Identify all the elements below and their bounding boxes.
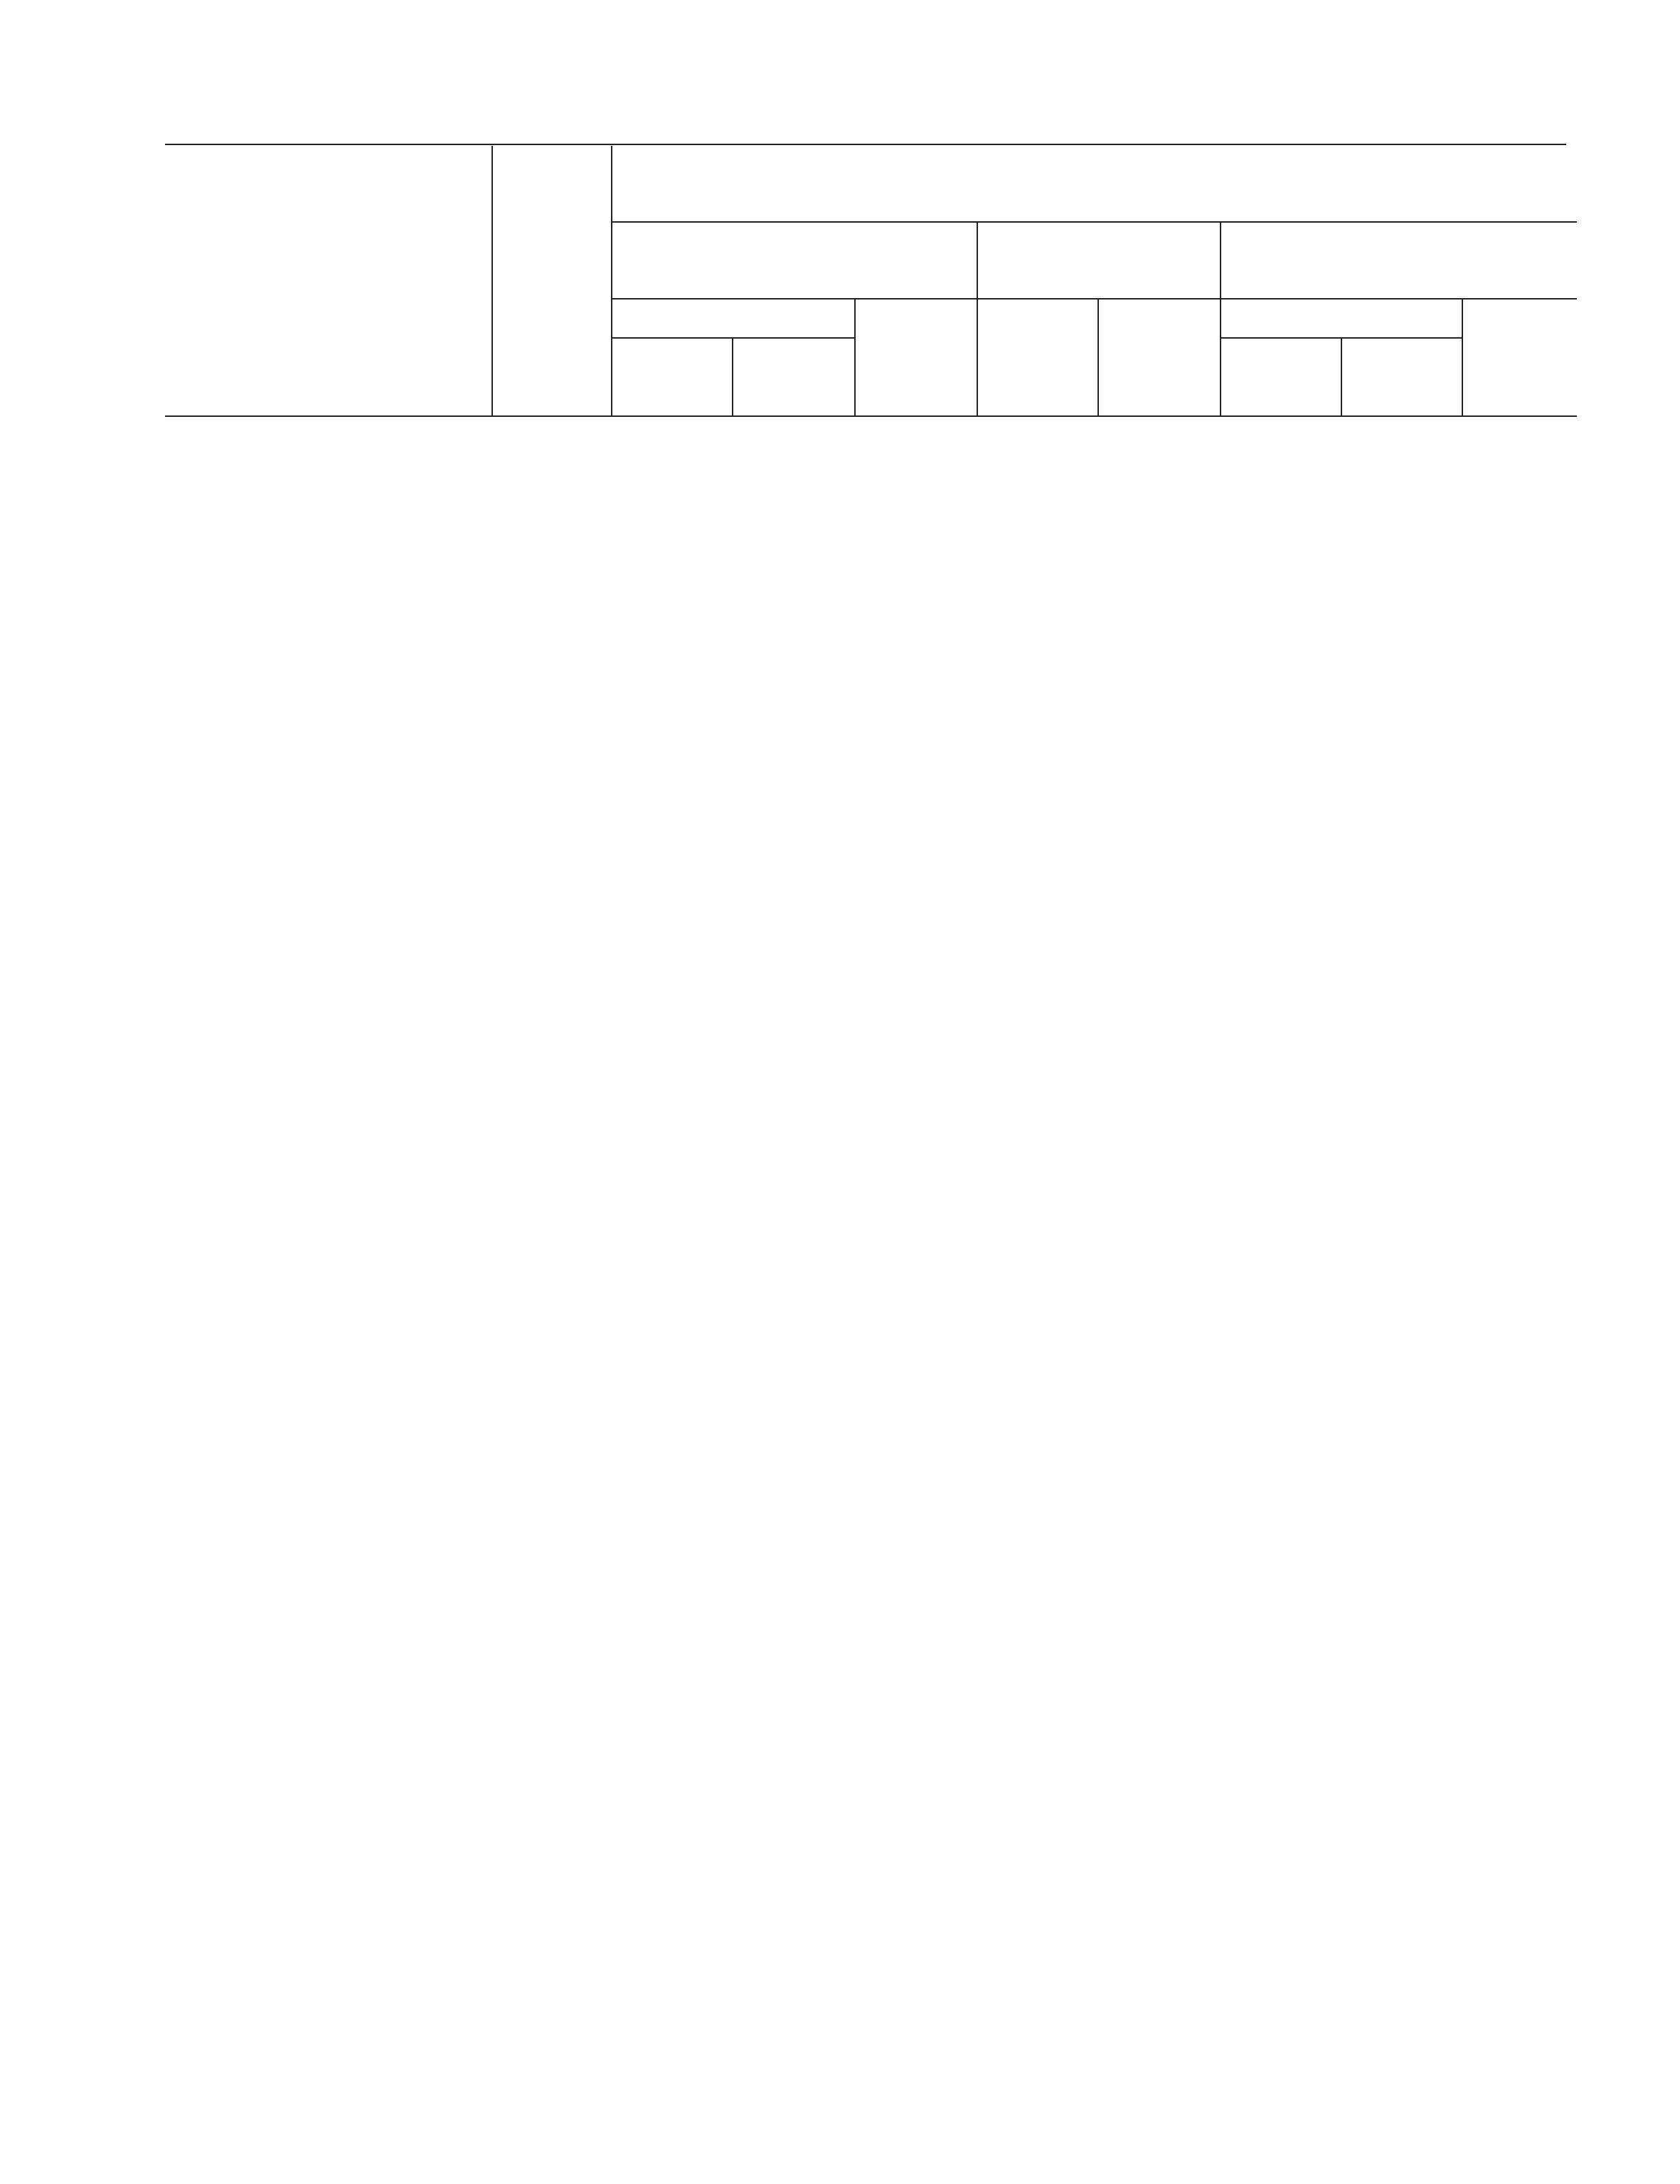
header-name bbox=[165, 146, 492, 416]
header-group bbox=[612, 146, 1577, 222]
table-top bbox=[165, 146, 1577, 417]
header-power-upto-40000 bbox=[977, 299, 1098, 416]
header-three-winding bbox=[977, 222, 1221, 299]
header-over-125000 bbox=[1341, 338, 1462, 416]
table-header bbox=[165, 146, 1577, 416]
header-auto bbox=[1221, 222, 1577, 299]
top-rule bbox=[165, 144, 1566, 145]
header-over-63000 bbox=[733, 338, 855, 416]
header-two-winding bbox=[612, 222, 977, 299]
header-per-1000-all bbox=[855, 299, 977, 416]
header-per-1000-all-auto bbox=[1462, 299, 1577, 416]
header-power-kva bbox=[612, 299, 855, 338]
header-upto-63000 bbox=[612, 338, 733, 416]
header-upto-125000 bbox=[1221, 338, 1341, 416]
header-unit bbox=[492, 146, 612, 416]
header-power-kva-auto bbox=[1221, 299, 1462, 338]
header-per-1000-smr bbox=[1098, 299, 1221, 416]
